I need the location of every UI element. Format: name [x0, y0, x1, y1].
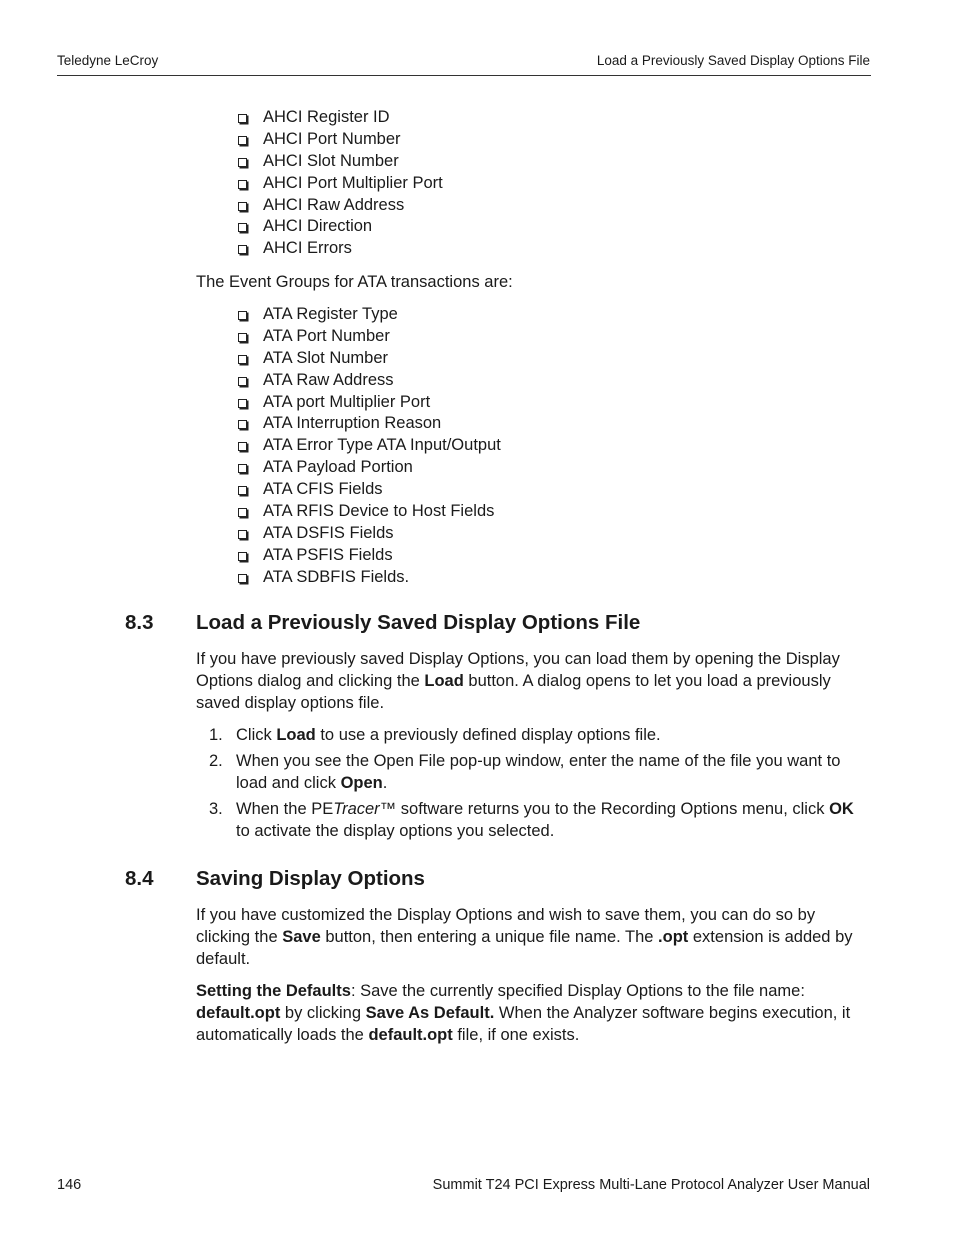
section-8-4-paragraph: [196, 904, 872, 970]
text: button. A dialog opens to let you load a previously saved display options file.: [196, 672, 831, 712]
list-item: AHCI Port Multiplier Port: [236, 173, 443, 195]
text: file, if one exists.: [452, 1026, 580, 1044]
step-number: 1.: [209, 726, 223, 744]
text: If you have previously saved Display Options, you can load them by opening the Display Options dialog and clicking the: [196, 650, 840, 690]
step-number: 3.: [209, 800, 223, 818]
load-steps-list: [196, 724, 872, 846]
list-item: [196, 798, 872, 842]
text: : Save the currently specified Display Options to the file name:: [350, 982, 805, 1000]
manual-title: Summit T24 PCI Express Multi-Lane Protocol Analyzer User Manual: [432, 1177, 870, 1193]
section-8-3-paragraph: [196, 648, 872, 714]
ahci-event-list: [236, 107, 443, 260]
bold-text: OK: [829, 800, 854, 818]
list-item: ATA CFIS Fields: [236, 479, 501, 501]
list-item: [196, 724, 872, 746]
header-section-title: Load a Previously Saved Display Options File: [596, 53, 870, 68]
header-company: Teledyne LeCroy: [57, 53, 159, 68]
list-item: AHCI Register ID: [236, 107, 443, 129]
text: to activate the display options you selected.: [236, 822, 555, 840]
section-number: 8.4: [125, 867, 154, 890]
list-item: ATA Register Type: [236, 304, 501, 326]
bold-text: default.opt: [368, 1026, 453, 1044]
text: When you see the Open File pop-up window, enter the name of the file you want to load and click: [236, 752, 841, 792]
italic-text: Tracer: [333, 800, 380, 818]
text: extension is added by default.: [196, 928, 853, 968]
bold-text: Load: [424, 672, 464, 690]
bold-text: Open: [340, 774, 383, 792]
ata-intro: The Event Groups for ATA transactions are:: [196, 273, 513, 291]
list-item: ATA Raw Address: [236, 370, 501, 392]
bold-text: Load: [276, 726, 316, 744]
list-item: ATA Error Type ATA Input/Output: [236, 435, 501, 457]
header-divider: [57, 75, 871, 76]
list-item: ATA RFIS Device to Host Fields: [236, 501, 501, 523]
bold-text: Save: [282, 928, 321, 946]
list-item: AHCI Errors: [236, 238, 443, 260]
list-item: [196, 750, 872, 794]
list-item: AHCI Slot Number: [236, 151, 443, 173]
list-item: AHCI Direction: [236, 216, 443, 238]
list-item: AHCI Port Number: [236, 129, 443, 151]
text: by clicking: [280, 1004, 366, 1022]
list-item: ATA Port Number: [236, 326, 501, 348]
text: ™ software returns you to the Recording Options menu, click: [379, 800, 830, 818]
section-8-4-heading: [125, 867, 425, 891]
step-number: 2.: [209, 752, 223, 770]
bold-text: Save As Default.: [365, 1004, 495, 1022]
text: to use a previously defined display options file.: [315, 726, 661, 744]
list-item: ATA SDBFIS Fields.: [236, 567, 501, 589]
section-number: 8.3: [125, 611, 154, 634]
list-item: ATA Payload Portion: [236, 457, 501, 479]
section-title: Saving Display Options: [196, 867, 425, 890]
setting-defaults-paragraph: [196, 980, 872, 1046]
ata-event-list: [236, 304, 501, 589]
list-item: ATA port Multiplier Port: [236, 392, 501, 414]
text: .: [382, 774, 388, 792]
section-8-3-heading: [125, 611, 640, 635]
text: If you have customized the Display Options and wish to save them, you can do so by clicking the: [196, 906, 816, 946]
page-number: 146: [57, 1177, 82, 1193]
bold-text: Setting the Defaults: [196, 982, 351, 1000]
list-item: ATA DSFIS Fields: [236, 523, 501, 545]
text: Click: [236, 726, 277, 744]
list-item: ATA Slot Number: [236, 348, 501, 370]
section-title: Load a Previously Saved Display Options File: [196, 611, 641, 634]
bold-text: default.opt: [196, 1004, 281, 1022]
list-item: ATA Interruption Reason: [236, 413, 501, 435]
list-item: ATA PSFIS Fields: [236, 545, 501, 567]
text: When the Analyzer software begins execution, it automatically loads the: [196, 1004, 851, 1044]
list-item: AHCI Raw Address: [236, 195, 443, 217]
text: button, then entering a unique file name. The: [320, 928, 659, 946]
bold-text: .opt: [658, 928, 689, 946]
text: When the PE: [236, 800, 334, 818]
